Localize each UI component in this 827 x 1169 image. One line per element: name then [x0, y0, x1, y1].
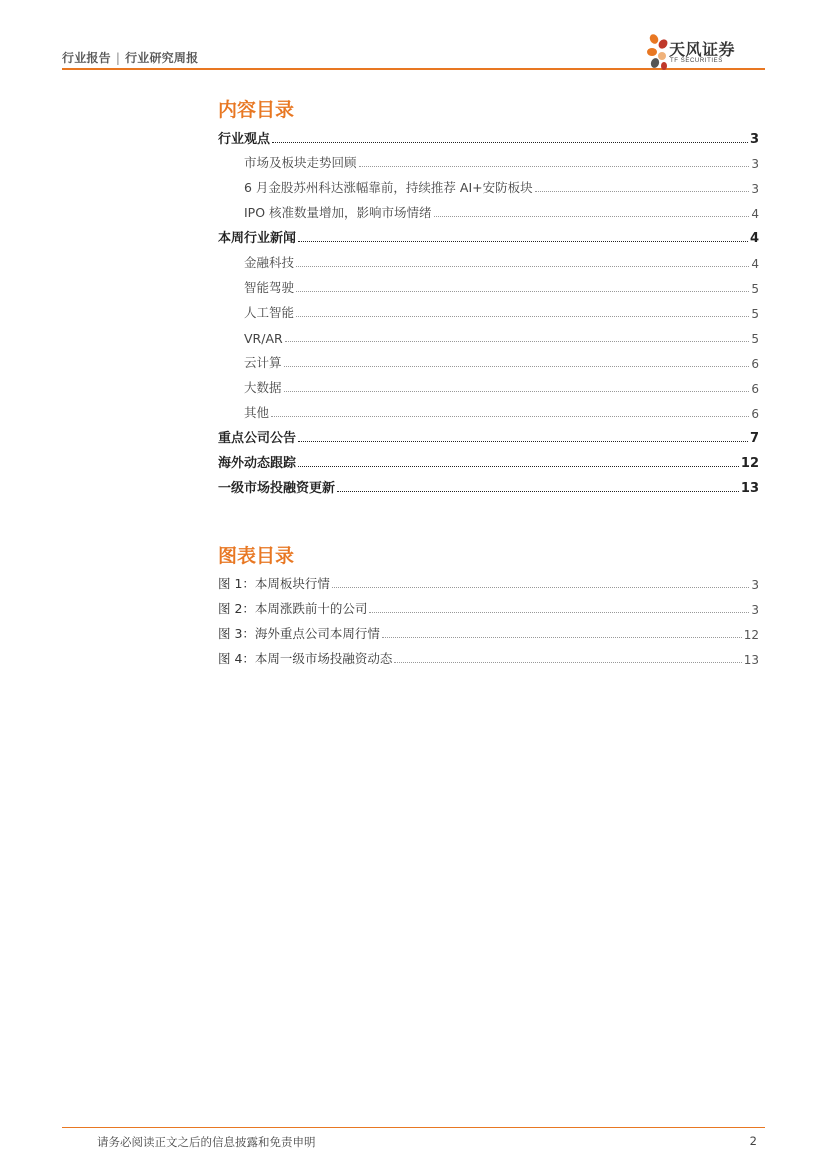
footer-divider — [62, 1127, 765, 1128]
toc-entry[interactable]: 金融科技 4 — [244, 255, 759, 271]
toc-entry[interactable]: 6 月金股苏州科达涨幅靠前，持续推荐 AI+安防板块 3 — [244, 180, 759, 196]
report-breadcrumb — [62, 49, 198, 66]
company-logo — [645, 30, 770, 74]
logo-name-cn: 天风证券 — [669, 40, 736, 59]
page-number: 2 — [749, 1134, 757, 1148]
toc-entry[interactable]: 重点公司公告 7 — [218, 431, 759, 446]
toc-title: 内容目录 — [218, 99, 295, 121]
report-subcategory: 行业研究周报 — [125, 51, 199, 65]
toc-entry[interactable]: 云计算 6 — [244, 355, 759, 371]
flower-logo-icon — [645, 30, 669, 74]
toc-entry[interactable]: VR/AR 5 — [244, 331, 759, 346]
toc-entry[interactable]: 一级市场投融资更新 13 — [218, 481, 759, 496]
toc-entry[interactable]: 智能驾驶 5 — [244, 280, 759, 296]
breadcrumb-separator: | — [115, 51, 121, 65]
figure-entry[interactable]: 图 2：本周涨跌前十的公司 3 — [218, 601, 759, 617]
figure-entry[interactable]: 图 1：本周板块行情 3 — [218, 576, 759, 592]
toc-entry[interactable]: 行业观点 3 — [218, 132, 759, 147]
toc-entry[interactable]: 大数据 6 — [244, 380, 759, 396]
toc-entry[interactable]: IPO 核准数量增加，影响市场情绪 4 — [244, 205, 759, 221]
figures-title: 图表目录 — [218, 545, 295, 567]
logo-name-en: TF SECURITIES — [670, 58, 723, 64]
toc-entry[interactable]: 市场及板块走势回顾 3 — [244, 155, 759, 171]
toc-entry[interactable]: 本周行业新闻 4 — [218, 231, 759, 246]
toc-entry[interactable]: 其他 6 — [244, 405, 759, 421]
report-category: 行业报告 — [62, 51, 111, 65]
toc-entry[interactable]: 海外动态跟踪 12 — [218, 456, 759, 471]
footer-disclaimer: 请务必阅读正文之后的信息披露和免责申明 — [97, 1135, 316, 1149]
toc-entry[interactable]: 人工智能 5 — [244, 305, 759, 321]
figure-entry[interactable]: 图 4：本周一级市场投融资动态 13 — [218, 651, 759, 667]
figure-entry[interactable]: 图 3：海外重点公司本周行情 12 — [218, 626, 759, 642]
